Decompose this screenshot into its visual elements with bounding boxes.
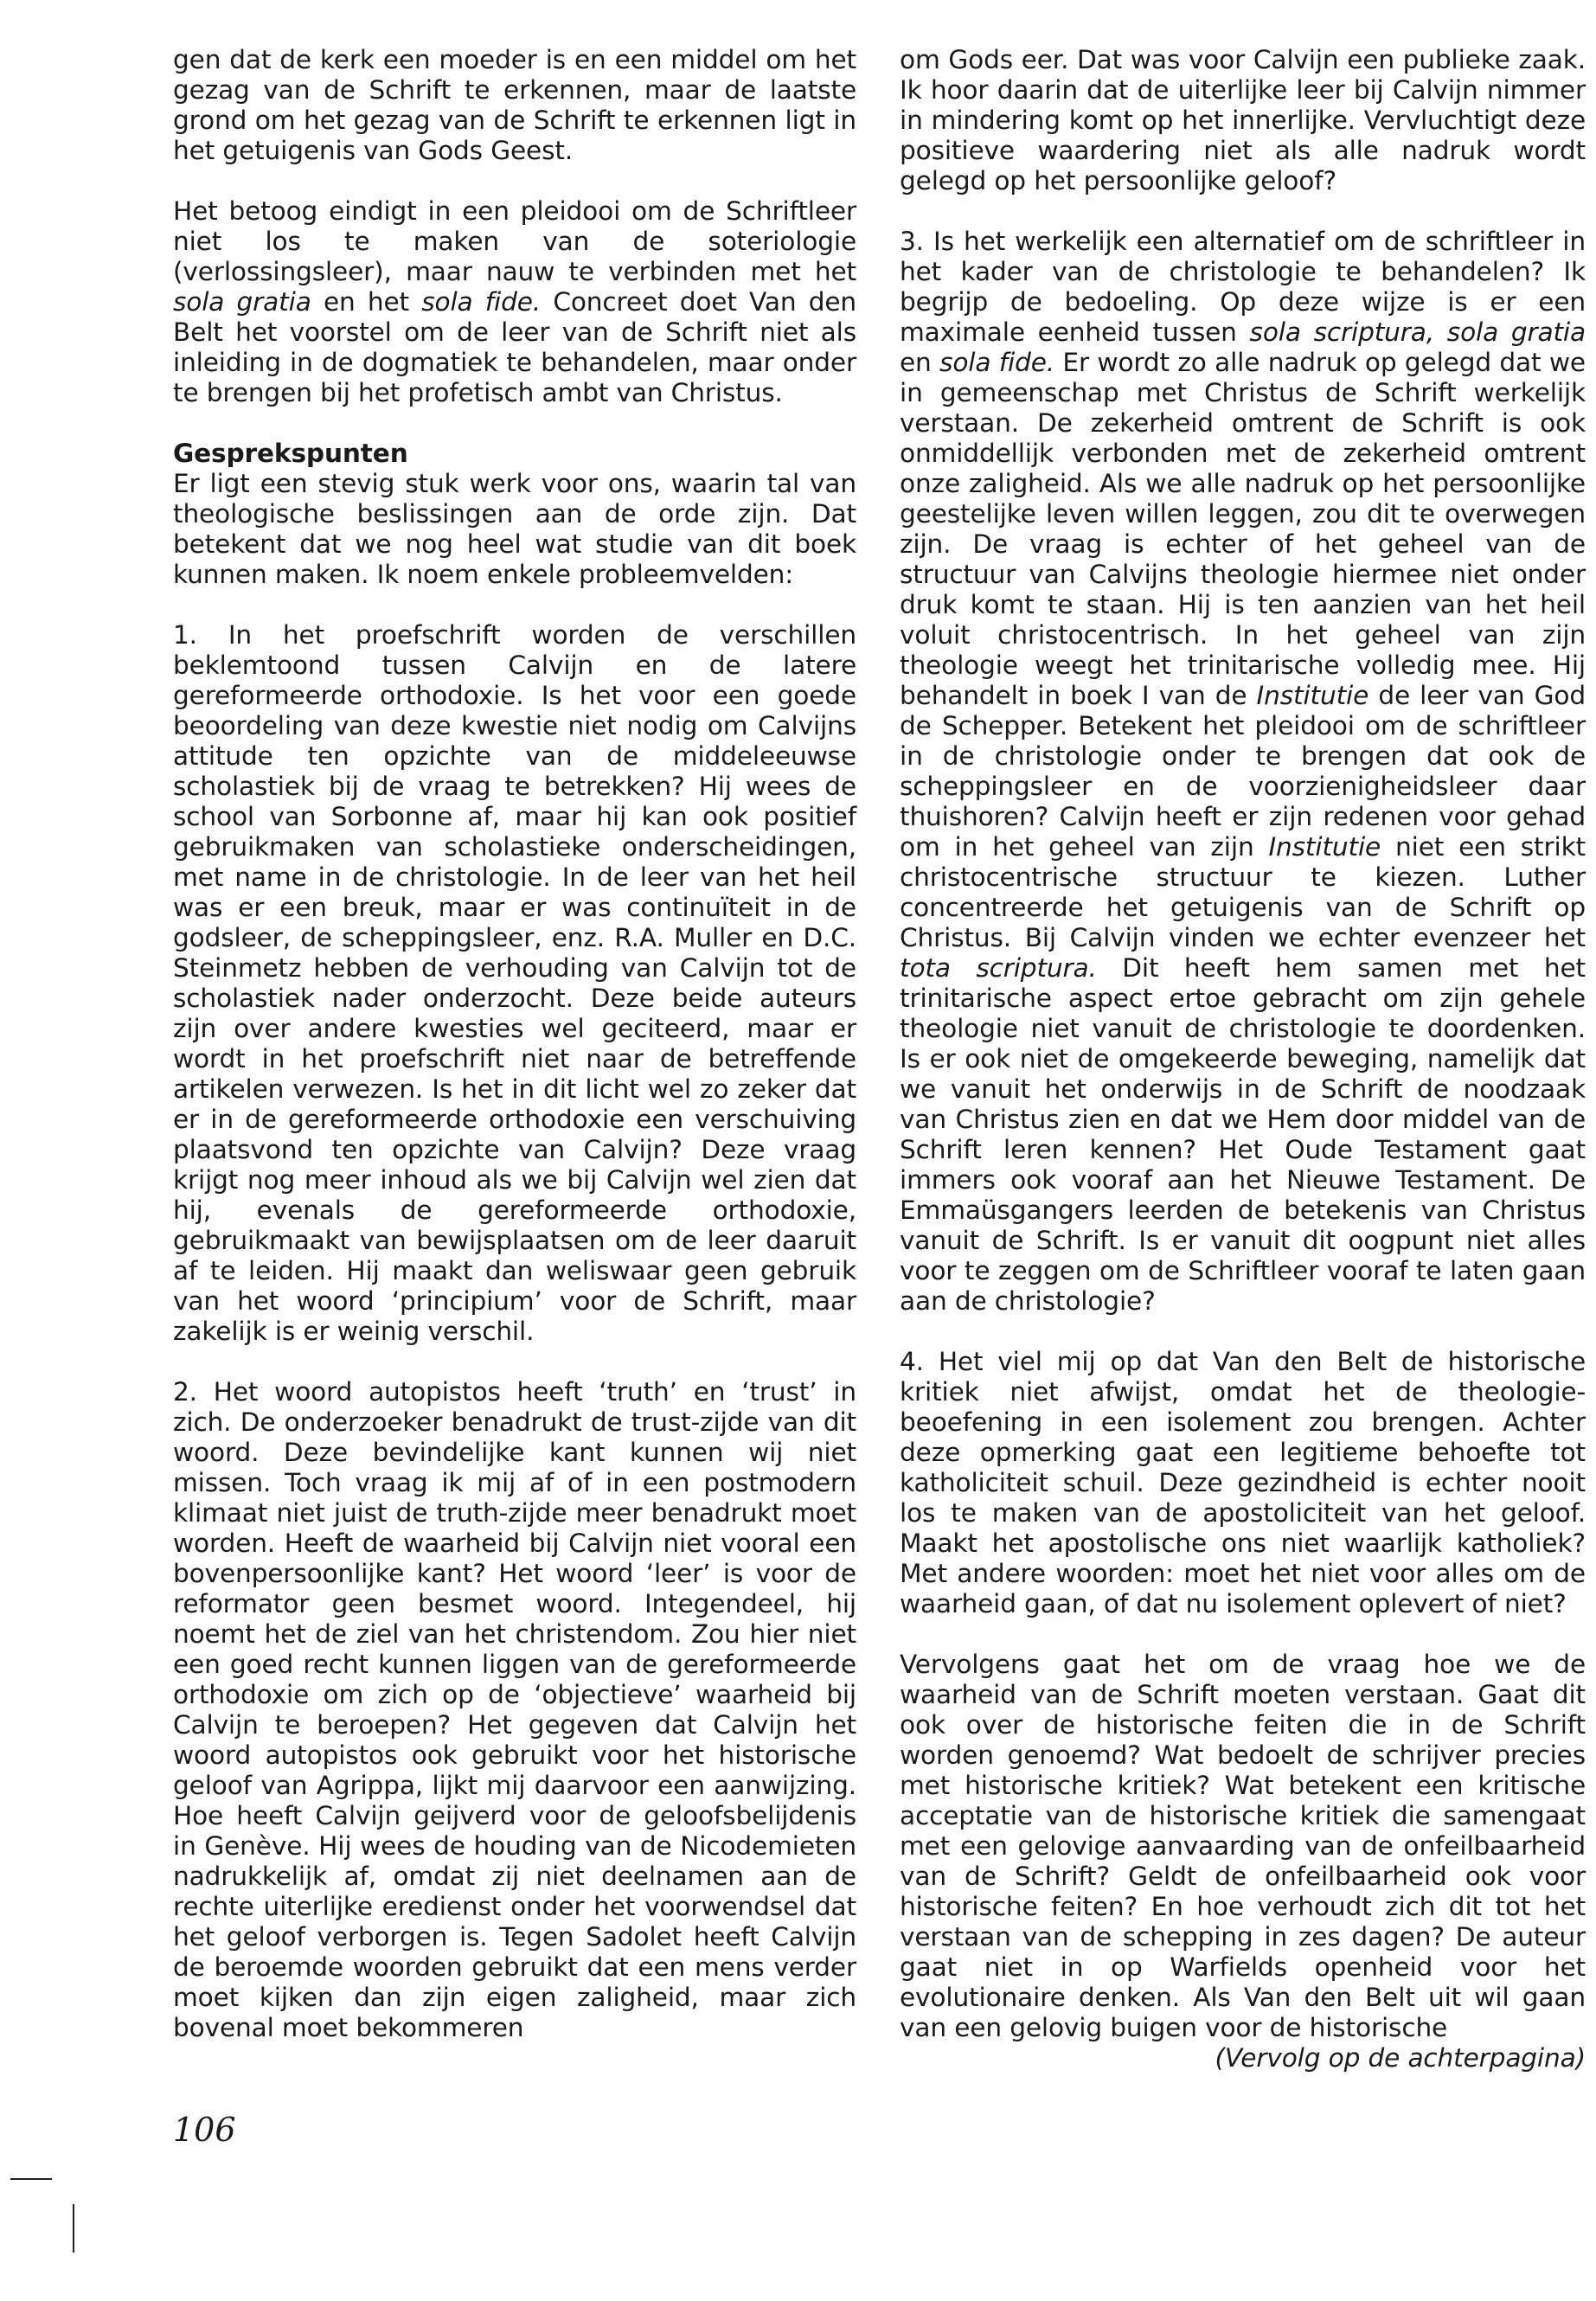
left-paragraph-2: Het betoog eindigt in een pleidooi om de Schriftleer niet los te maken van de soteriologie (verlossingsleer), maar nauw te verbinden met het sola gratia en het sola fide. Concreet doet Van den Belt het voorstel om de leer van de Schrift niet als inleiding in de dogmatiek te behandelen, maar onder te brengen bij het profetisch ambt van Christus. bbox=[173, 196, 856, 407]
left-paragraph-4: 1. In het proefschrift worden de verschillen beklemtoond tussen Calvijn en de latere gereformeerde orthodoxie. Is het voor een goede beoordeling van deze kwestie niet nodig om Calvijns attitude ten opzichte van de middeleeuwse scholastiek bij de vraag te betrekken? Hij wees de school van Sorbonne af, maar hij kan ook positief gebruikmaken van scholastieke onderscheidingen, met name in de christologie. In de leer van het heil was er een breuk, maar er was continuïteit in de godsleer, de scheppingsleer, enz. R.A. Muller en D.C. Steinmetz hebben de verhouding van Calvijn tot de scholastiek nader onderzocht. Deze beide auteurs zijn over andere kwesties wel geciteerd, maar er wordt in het proefschrift niet naar de betreffende artikelen verwezen. Is het in dit licht wel zo zeker dat er in de gereformeerde orthodoxie een verschuiving plaatsvond ten opzichte van Calvijn? Deze vraag krijgt nog meer inhoud als we bij Calvijn wel zien dat hij, evenals de gereformeerde orthodoxie, gebruikmaakt van bewijsplaatsen om de leer daaruit af te leiden. Hij maakt dan weliswaar geen gebruik van het woord ‘principium’ voor de Schrift, maar zakelijk is er weinig verschil. bbox=[173, 620, 856, 1346]
right-paragraph-3: 4. Het viel mij op dat Van den Belt de historische kritiek niet afwijst, omdat het de theologie-beoefening in een isolement zou brengen. Achter deze opmerking gaat een legitieme behoefte tot katholiciteit schuil. Deze gezindheid is echter nooit los te maken van de apostoliciteit van het geloof. Maakt het apostolische ons niet waarlijk katholiek? Met andere woorden: moet het niet voor alles om de waarheid gaan, of dat nu isolement oplevert of niet? bbox=[900, 1347, 1586, 1618]
left-paragraph-1: gen dat de kerk een moeder is en een middel om het gezag van de Schrift te erkennen, maar de laatste grond om het gezag van de Schrift te erkennen ligt in het getuigenis van Gods Geest. bbox=[173, 45, 856, 165]
right-paragraph-4: Vervolgens gaat het om de vraag hoe we de waarheid van de Schrift moeten verstaan. Gaat dit ook over de historische feiten die in de Schrift worden genoemd? Wat bedoelt de schrijver precies met historische kritiek? Wat betekent een kritische acceptatie van de historische kritiek die samengaat met een gelovige aanvaarding van de onfeilbaarheid van de Schrift? Geldt de onfeilbaarheid ook voor historische feiten? En hoe verhoudt zich dit tot het verstaan van de schepping in zes dagen? De auteur gaat niet in op Warfields openheid voor het evolutionaire denken. Als Van den Belt uit wil gaan van een gelovig buigen voor de historische bbox=[900, 1650, 1586, 2042]
right-paragraph-1: om Gods eer. Dat was voor Calvijn een publieke zaak. Ik hoor daarin dat de uiterlijke leer bij Calvijn nimmer in mindering komt op het innerlijke. Vervluchtigt deze positieve waardering niet als alle nadruk wordt gelegd op het persoonlijke geloof? bbox=[900, 45, 1586, 195]
crop-mark-vertical bbox=[73, 2204, 74, 2253]
page-number: 106 bbox=[173, 2111, 236, 2149]
section-heading: Gesprekspunten bbox=[173, 439, 408, 468]
continued-note: (Vervolg op de achterpagina) bbox=[1215, 2043, 1586, 2073]
crop-mark-horizontal bbox=[10, 2178, 52, 2180]
left-paragraph-3: Er ligt een stevig stuk werk voor ons, waarin tal van theologische beslissingen aan de orde zijn. Dat betekent dat we nog heel wat studie van dit boek kunnen maken. Ik noem enkele probleemvelden: bbox=[173, 469, 856, 589]
right-column bbox=[900, 45, 1586, 2073]
left-paragraph-5: 2. Het woord autopistos heeft ‘truth’ en ‘trust’ in zich. De onderzoeker benadrukt de trust-zijde van dit woord. Deze bevindelijke kant kunnen wij niet missen. Toch vraag ik mij af of in een postmodern klimaat niet juist de truth-zijde meer benadrukt moet worden. Heeft de waarheid bij Calvijn niet vooral een bovenpersoonlijke kant? Het woord ‘leer’ is voor de reformator geen besmet woord. Integendeel, hij noemt het de ziel van het christendom. Zou hier niet een goed recht kunnen liggen van de gereformeerde orthodoxie om zich op de ‘objectieve’ waarheid bij Calvijn te beroepen? Het gegeven dat Calvijn het woord autopistos ook gebruikt voor het historische geloof van Agrippa, lijkt mij daarvoor een aanwijzing. Hoe heeft Calvijn geijverd voor de geloofsbelijdenis in Genève. Hij wees de houding van de Nicodemieten nadrukkelijk af, omdat zij niet deelnamen aan de rechte uiterlijke eredienst onder het voorwendsel dat het geloof verborgen is. Tegen Sadolet heeft Calvijn de beroemde woorden gebruikt dat een mens verder moet kijken dan zijn eigen zaligheid, maar zich bovenal moet bekommeren bbox=[173, 1377, 856, 2042]
right-paragraph-2: 3. Is het werkelijk een alternatief om de schriftleer in het kader van de christologie te behandelen? Ik begrijp de bedoeling. Op deze wijze is er een maximale eenheid tussen sola scriptura, sola gratia en sola fide. Er wordt zo alle nadruk op gelegd dat we in gemeenschap met Christus de Schrift werkelijk verstaan. De zekerheid omtrent de Schrift is ook onmiddellijk verbonden met de zekerheid omtrent onze zaligheid. Als we alle nadruk op het persoonlijke geestelijke leven willen leggen, zou dit te overwegen zijn. De vraag is echter of het geheel van de structuur van Calvijns theologie hiermee niet onder druk komt te staan. Hij is ten aanzien van het heil voluit christocentrisch. In het geheel van zijn theologie weegt het trinitarische volledig mee. Hij behandelt in boek I van de Institutie de leer van God de Schepper. Betekent het pleidooi om de schriftleer in de christologie onder te brengen dat ook de scheppingsleer en de voorzienigheidsleer daar thuishoren? Calvijn heeft er zijn redenen voor gehad om in het geheel van zijn Institutie niet een strikt christocentrische structuur te kiezen. Luther concentreerde het getuigenis van de Schrift op Christus. Bij Calvijn vinden we echter evenzeer het tota scriptura. Dit heeft hem samen met het trinitarische aspect ertoe gebracht om zijn gehele theologie niet vanuit de christologie te doordenken. Is er ook niet de omgekeerde beweging, namelijk dat we vanuit het onderwijs in de Schrift de noodzaak van Christus zien en dat we Hem door middel van de Schrift leren kennen? Het Oude Testament gaat immers ook vooraf aan het Nieuwe Testament. De Emmaüsgangers leerden de betekenis van Christus vanuit de Schrift. Is er vanuit dit oogpunt niet alles voor te zeggen om de Schriftleer vooraf te laten gaan aan de christologie? bbox=[900, 227, 1586, 1316]
left-column bbox=[173, 45, 856, 2043]
